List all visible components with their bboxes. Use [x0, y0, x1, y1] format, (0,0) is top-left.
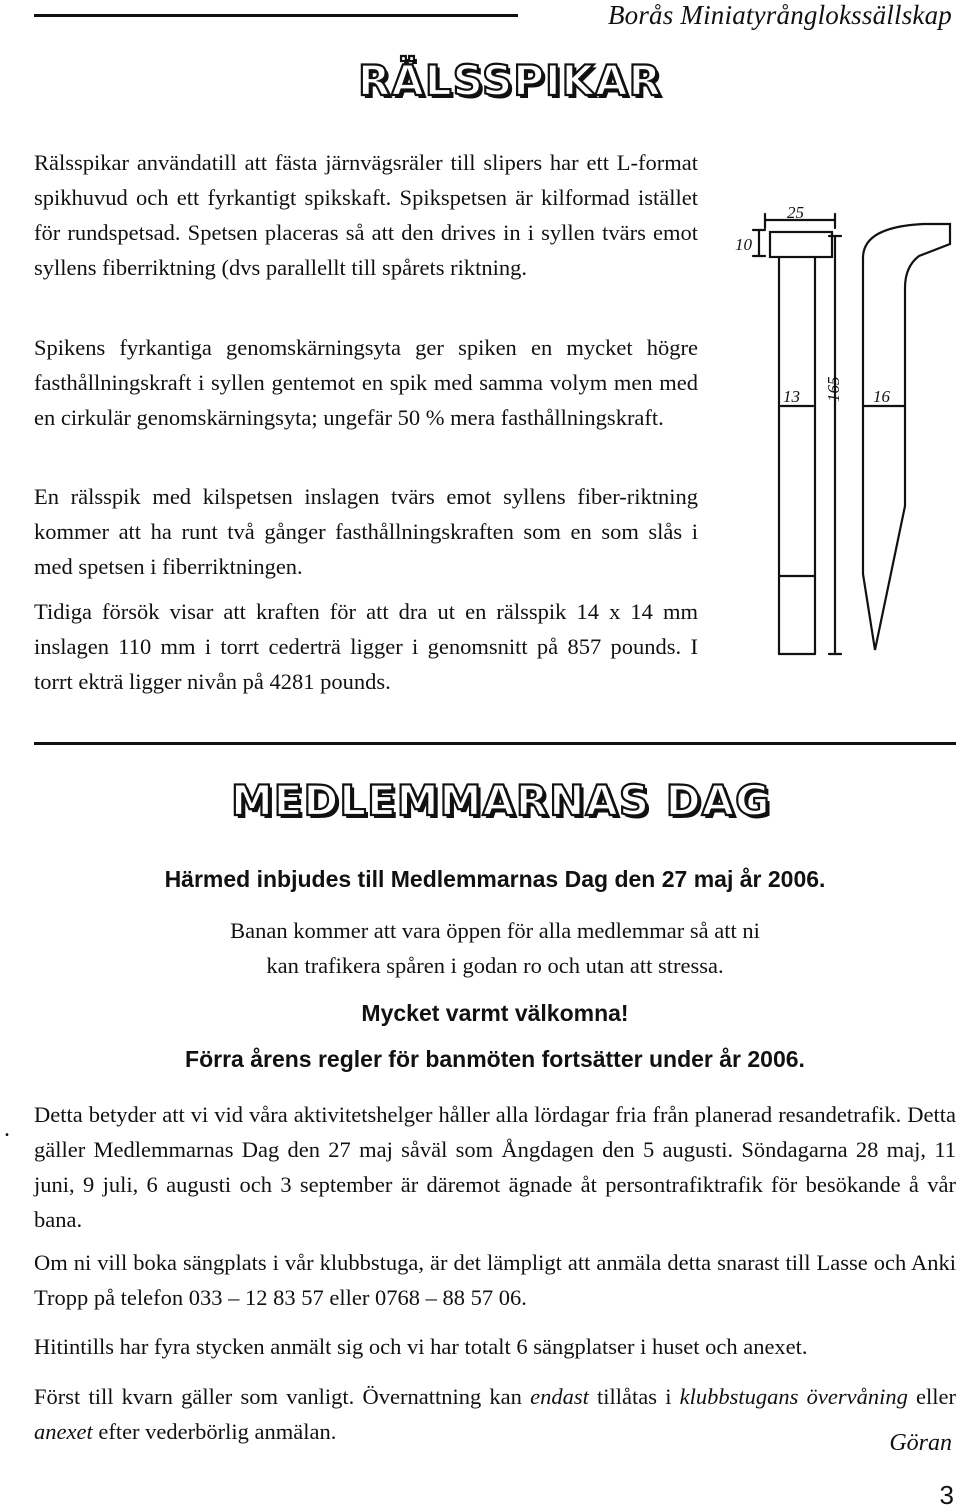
paragraph-pull-test: Tidiga försök visar att kraften för att dra ut en rälsspik 14 x 14 mm inslagen 110 mm i torrt cederträ ligger i genomsnitt på 857 pounds. I torrt ekträ ligger nivån på 4281 pounds.	[34, 599, 698, 694]
paragraph-booking: Om ni vill boka sängplats i vår klubbstuga, är det lämpligt att anmäla detta snarast till Lasse och Anki Tropp på telefon 033 – 12 83 57 eller 0768 – 88 57 06.	[34, 1250, 956, 1310]
header-rule	[34, 14, 518, 17]
dimension-label-length: 165	[824, 376, 843, 402]
page-number: 3	[939, 1480, 954, 1510]
dimension-label-head-height: 10	[735, 235, 752, 254]
paragraph-rail-spikes-intro: Rälsspikar användatill att fästa järnvägsräler till slipers har ett L-format spikhuvud och ett fyrkantigt spikskaft. Spikspetsen är kilformad istället för rundspetsad. Spetsen placeras så att den drives in i syllen tvärs emot syllens fiberriktning (dvs parallellt till spårets riktning.	[34, 150, 698, 280]
article-title-members-day: MEDLEMMARNAS DAG	[231, 776, 771, 825]
margin-dot: .	[4, 1116, 10, 1142]
dimension-label-head-width: 25	[787, 206, 804, 222]
paragraph-activity-weekends: Detta betyder att vi vid våra aktivitetshelger håller alla lördagar fria från planerad resandetrafik. Detta gäller Medlemmarnas Dag den 27 maj såväl som Ångdagen den 5 augusti. Söndagarna 28 maj, 11 juni, 9 juli, 6 augusti och 3 september är däremot ägnade åt persontrafiktrafik för besökande å vår bana.	[34, 1102, 956, 1232]
track-open-notice	[34, 913, 956, 983]
rail-spike-drawing	[735, 206, 957, 666]
track-open-line-1: Banan kommer att vara öppen för alla medlemmar så att ni	[230, 918, 760, 943]
author-signature: Göran	[889, 1430, 952, 1456]
dimension-label-side-width: 16	[873, 387, 890, 406]
section-divider	[34, 742, 956, 745]
paragraph-first-come: Först till kvarn gäller som vanligt. Övernattning kan endast tillåtas i klubbstugans övervåning eller anexet efter vederbörlig anmälan.	[34, 1384, 957, 1444]
paragraph-square-section: Spikens fyrkantiga genomskärningsyta ger spiken en mycket högre fasthållningskraft i syllen gentemot en spik med samma volym men med en cirkulär genomskärningsyta; ungefär 50 % mera fasthållningskraft.	[34, 335, 698, 430]
invitation-line: Härmed inbjudes till Medlemmarnas Dag den 27 maj år 2006.	[164, 866, 826, 892]
paragraph-wedge-tip: En rälsspik med kilspetsen inslagen tvärs emot syllens fiber-riktning kommer att ha runt två gånger fasthållningskraften som en som slås i med spetsen i fiberriktningen.	[34, 484, 698, 579]
paragraph-registrations: Hitintills har fyra stycken anmält sig och vi har totalt 6 sängplatser i huset och anexet.	[34, 1334, 808, 1359]
organization-name: Borås Miniatyrånglokssällskap	[607, 0, 952, 30]
dimension-label-shank-width: 13	[783, 387, 800, 406]
track-open-line-2: kan trafikera spåren i godan ro och utan att stressa.	[266, 953, 724, 978]
rules-line: Förra årens regler för banmöten fortsätter under år 2006.	[185, 1046, 805, 1072]
article-title-rail-spikes: RÄLSSPIKAR	[358, 56, 663, 105]
welcome-line: Mycket varmt välkomna!	[361, 1000, 629, 1026]
